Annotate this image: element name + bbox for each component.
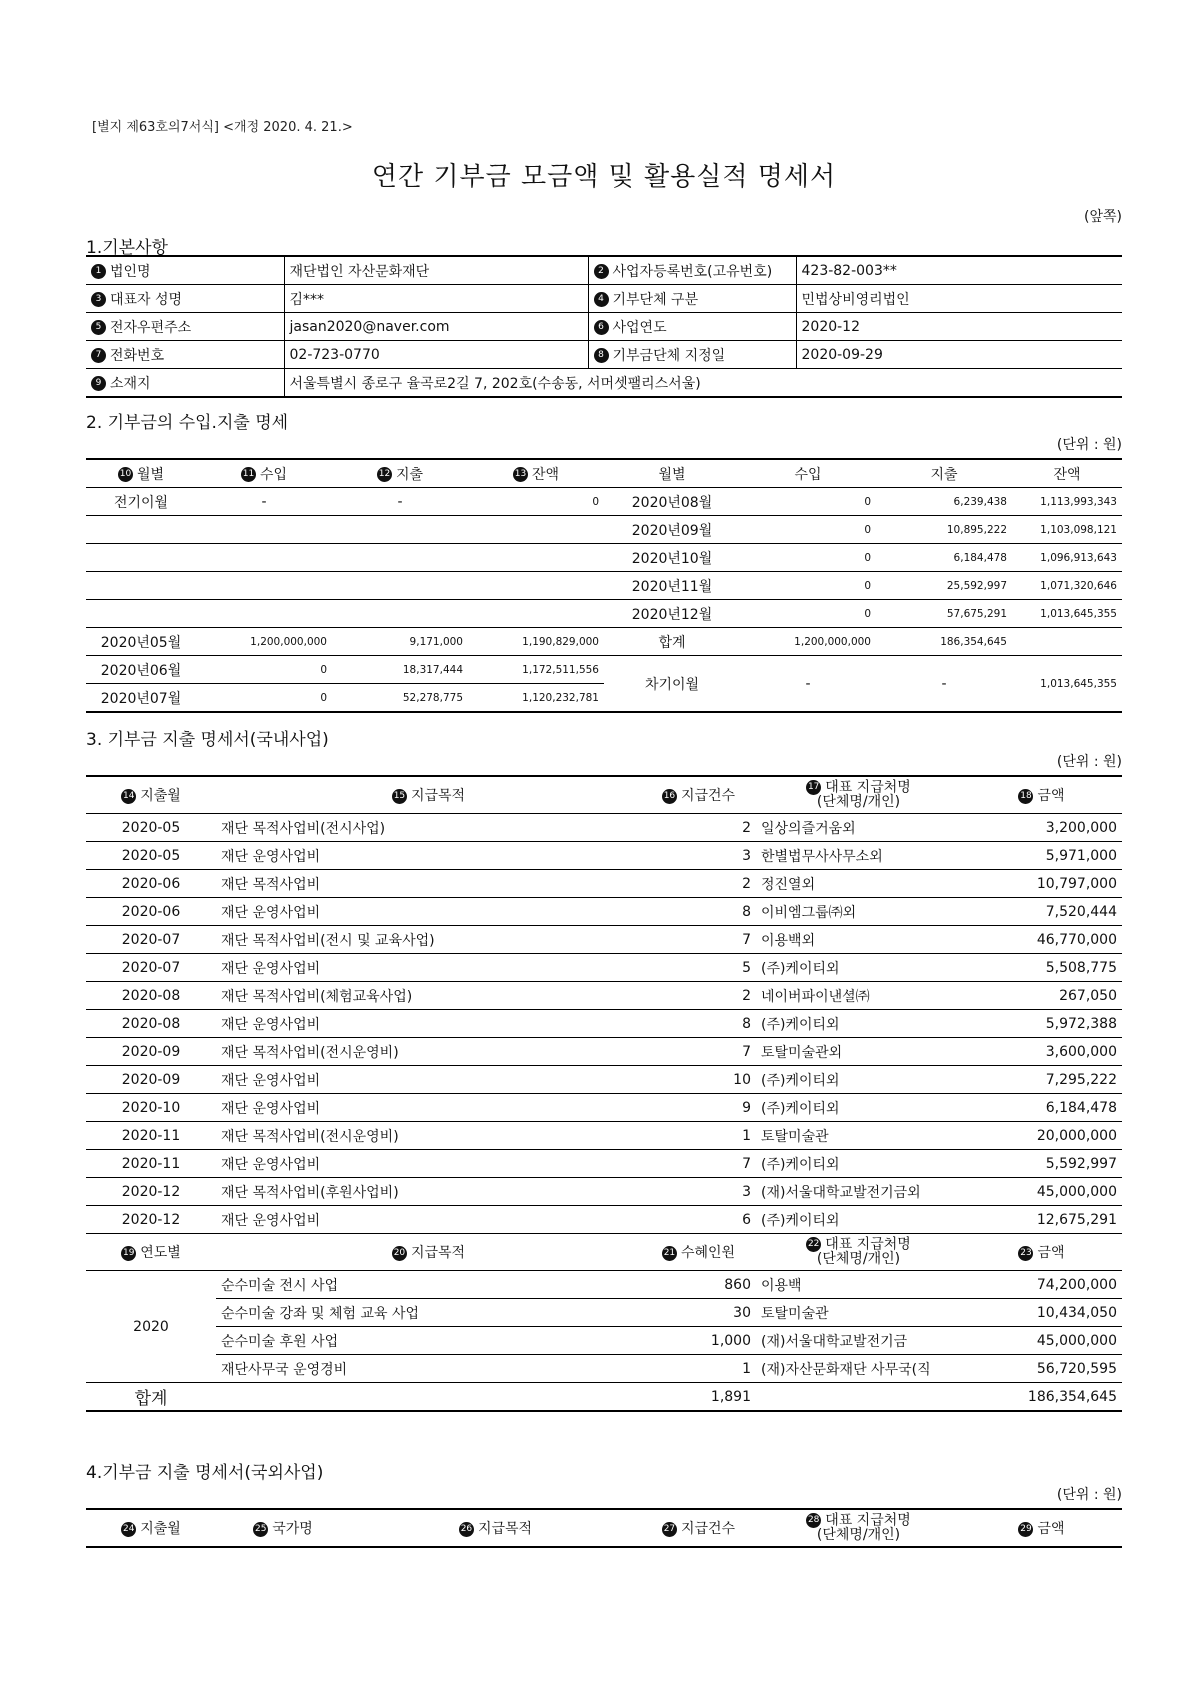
column-header: 22 대표 지급처명 (단체명/개인): [756, 1234, 961, 1271]
cell: 재단 운영사업비: [216, 1094, 641, 1122]
cell: 3: [641, 1178, 756, 1206]
table-row: [86, 341, 1122, 369]
cell: [332, 516, 468, 544]
number-marker-icon: 7: [91, 348, 106, 363]
cell: 이용백외: [756, 926, 961, 954]
number-marker-icon: 6: [594, 320, 609, 335]
cell: [332, 544, 468, 572]
cell: 재단 목적사업비(전시 및 교육사업): [216, 926, 641, 954]
cell: 한별법무사사무소외: [756, 842, 961, 870]
cell: 0: [196, 656, 332, 684]
cell: 1,071,320,646: [1012, 572, 1122, 600]
cell: 재단 목적사업비(전시사업): [216, 814, 641, 842]
table-row: [86, 488, 1122, 516]
cell: 2020-12: [86, 1178, 216, 1206]
table-row: [86, 898, 1122, 926]
cell: 6,184,478: [876, 544, 1012, 572]
column-header: 수입: [740, 459, 876, 488]
section-3-heading: 3. 기부금 지출 명세서(국내사업): [86, 730, 329, 750]
cell: 186,354,645: [961, 1383, 1122, 1412]
cell: (재)서울대학교발전기금: [756, 1327, 961, 1355]
cell: 재단 운영사업비: [216, 1150, 641, 1178]
table-row: [86, 1206, 1122, 1234]
table-row: [86, 1178, 1122, 1206]
cell: [468, 516, 604, 544]
column-header: 15 지급목적: [216, 776, 641, 814]
cell: 재단 목적사업비(전시운영비): [216, 1038, 641, 1066]
cell: 0: [740, 600, 876, 628]
cell: 25,592,997: [876, 572, 1012, 600]
number-marker-icon: 26: [459, 1522, 474, 1537]
field-value: 서울특별시 종로구 율곡로2길 7, 202호(수송동, 서머셋팰리스서울): [284, 369, 1122, 398]
number-marker-icon: 20: [392, 1246, 407, 1261]
cell: 5,508,775: [961, 954, 1122, 982]
cell: 1,103,098,121: [1012, 516, 1122, 544]
column-header: 21 수혜인원: [641, 1234, 756, 1271]
cell: 재단 운영사업비: [216, 1010, 641, 1038]
cell: 2020년11월: [604, 572, 740, 600]
cell: 45,000,000: [961, 1178, 1122, 1206]
cell: 재단 운영사업비: [216, 954, 641, 982]
column-header: 25 국가명: [216, 1509, 350, 1547]
cell: 재단 운영사업비: [216, 898, 641, 926]
cell: 재단 운영사업비: [216, 1066, 641, 1094]
carryover-label: 차기이월: [604, 656, 740, 713]
field-value: 김***: [284, 285, 588, 313]
cell: 860: [641, 1271, 756, 1299]
cell: -: [740, 656, 876, 713]
cell: 2020-07: [86, 954, 216, 982]
table-row: [86, 572, 1122, 600]
cell: 재단 목적사업비(후원사업비): [216, 1178, 641, 1206]
cell: 2020년06월: [86, 656, 196, 684]
cell: 5: [641, 954, 756, 982]
cell: 3,200,000: [961, 814, 1122, 842]
number-marker-icon: 16: [662, 789, 677, 804]
table-row: [86, 1066, 1122, 1094]
cell: 56,720,595: [961, 1355, 1122, 1383]
table-row: [86, 1299, 1122, 1327]
year-cell: 2020: [86, 1271, 216, 1383]
cell: (주)케이티외: [756, 1010, 961, 1038]
cell: [216, 1383, 641, 1412]
number-marker-icon: 12: [377, 467, 392, 482]
basic-info-table: [86, 255, 1122, 398]
cell: 2020-12: [86, 1206, 216, 1234]
column-header: 11 수입: [196, 459, 332, 488]
cell: 2020-07: [86, 926, 216, 954]
cell: 2020-09: [86, 1038, 216, 1066]
cell: (재)서울대학교발전기금외: [756, 1178, 961, 1206]
table-row: [86, 814, 1122, 842]
cell: (주)케이티외: [756, 954, 961, 982]
cell: 3,600,000: [961, 1038, 1122, 1066]
field-label: 3 대표자 성명: [86, 285, 284, 313]
cell: 이비엠그룹㈜외: [756, 898, 961, 926]
cell: 2020년09월: [604, 516, 740, 544]
table-header-row: [86, 1234, 1122, 1271]
number-marker-icon: 21: [662, 1246, 677, 1261]
cell: [468, 600, 604, 628]
number-marker-icon: 11: [241, 467, 256, 482]
cell: 2020-08: [86, 1010, 216, 1038]
cell: 2020년07월: [86, 684, 196, 713]
cell: [332, 600, 468, 628]
number-marker-icon: 3: [91, 292, 106, 307]
cell: 1: [641, 1122, 756, 1150]
field-label: 4 기부단체 구분: [588, 285, 796, 313]
cell: 1,891: [641, 1383, 756, 1412]
unit-label: (단위 : 원): [1056, 437, 1122, 453]
cell: -: [876, 656, 1012, 713]
field-value: 423-82-003**: [796, 256, 1122, 285]
cell: 3: [641, 842, 756, 870]
cell: 재단 운영사업비: [216, 842, 641, 870]
cell: [196, 572, 332, 600]
section-1-heading: 1.기본사항: [86, 238, 168, 258]
column-header: 18 금액: [961, 776, 1122, 814]
cell: (주)케이티외: [756, 1150, 961, 1178]
table-row: [86, 1355, 1122, 1383]
total-label: 합계: [86, 1383, 216, 1412]
column-header: 26 지급목적: [350, 1509, 641, 1547]
cell: 0: [196, 684, 332, 713]
number-marker-icon: 24: [121, 1522, 136, 1537]
cell: (주)케이티외: [756, 1066, 961, 1094]
cell: 2020-10: [86, 1094, 216, 1122]
cell: 2: [641, 814, 756, 842]
field-value: 2020-09-29: [796, 341, 1122, 369]
cell: 74,200,000: [961, 1271, 1122, 1299]
table-row: [86, 1327, 1122, 1355]
cell: 20,000,000: [961, 1122, 1122, 1150]
cell: 1,113,993,343: [1012, 488, 1122, 516]
table-row: [86, 926, 1122, 954]
table-row: [86, 1271, 1122, 1299]
cell: 9,171,000: [332, 628, 468, 656]
column-header: 13 잔액: [468, 459, 604, 488]
domestic-expense-table: [86, 775, 1122, 1412]
cell: 6: [641, 1206, 756, 1234]
cell: 7: [641, 1038, 756, 1066]
table-row: [86, 516, 1122, 544]
cell: (주)케이티외: [756, 1206, 961, 1234]
cell: 1,120,232,781: [468, 684, 604, 713]
table-row: [86, 982, 1122, 1010]
cell: 0: [468, 488, 604, 516]
field-label: 6 사업연도: [588, 313, 796, 341]
column-header: 23 금액: [961, 1234, 1122, 1271]
cell: 네이버파이낸셜㈜: [756, 982, 961, 1010]
cell: 7: [641, 926, 756, 954]
cell: 186,354,645: [876, 628, 1012, 656]
table-header-row: [86, 1509, 1122, 1547]
cell: [468, 544, 604, 572]
field-label: 1 법인명: [86, 256, 284, 285]
column-header: 14 지출월: [86, 776, 216, 814]
cell: 5,972,388: [961, 1010, 1122, 1038]
cell: 순수미술 전시 사업: [216, 1271, 641, 1299]
cell: 1: [641, 1355, 756, 1383]
field-label: 7 전화번호: [86, 341, 284, 369]
cell: 2020-11: [86, 1122, 216, 1150]
cell: 7,520,444: [961, 898, 1122, 926]
cell: 0: [740, 488, 876, 516]
page-title: 연간 기부금 모금액 및 활용실적 명세서: [371, 162, 837, 192]
table-row: [86, 1038, 1122, 1066]
cell: 2020-06: [86, 870, 216, 898]
cell: 8: [641, 1010, 756, 1038]
number-marker-icon: 19: [121, 1246, 136, 1261]
number-marker-icon: 28: [806, 1513, 821, 1528]
cell: 재단사무국 운영경비: [216, 1355, 641, 1383]
field-value: 민법상비영리법인: [796, 285, 1122, 313]
table-row: [86, 600, 1122, 628]
cell: 2: [641, 870, 756, 898]
cell: 10,895,222: [876, 516, 1012, 544]
cell: 1,172,511,556: [468, 656, 604, 684]
cell: 7: [641, 1150, 756, 1178]
cell: 6,239,438: [876, 488, 1012, 516]
table-row: [86, 954, 1122, 982]
table-row: [86, 1150, 1122, 1178]
cell: 토탈미술관: [756, 1122, 961, 1150]
column-header: 17 대표 지급처명 (단체명/개인): [756, 776, 961, 814]
cell: 10: [641, 1066, 756, 1094]
cell: 10,797,000: [961, 870, 1122, 898]
cell: 10,434,050: [961, 1299, 1122, 1327]
cell: 7,295,222: [961, 1066, 1122, 1094]
cell: 2: [641, 982, 756, 1010]
cell: 전기이월: [86, 488, 196, 516]
cell: [332, 572, 468, 600]
cell: 30: [641, 1299, 756, 1327]
cell: [86, 516, 196, 544]
cell: 순수미술 강좌 및 체험 교육 사업: [216, 1299, 641, 1327]
cell: 2020년08월: [604, 488, 740, 516]
column-header: 29 금액: [961, 1509, 1122, 1547]
cell: [196, 516, 332, 544]
cell: 0: [740, 544, 876, 572]
table-row: [86, 656, 1122, 684]
column-header: 12 지출: [332, 459, 468, 488]
table-row: [86, 313, 1122, 341]
field-value: jasan2020@naver.com: [284, 313, 588, 341]
cell: 5,971,000: [961, 842, 1122, 870]
cell: 52,278,775: [332, 684, 468, 713]
cell: 1,000: [641, 1327, 756, 1355]
cell: 57,675,291: [876, 600, 1012, 628]
side-note: (앞쪽): [1084, 209, 1122, 225]
cell: 5,592,997: [961, 1150, 1122, 1178]
number-marker-icon: 15: [392, 789, 407, 804]
cell: 정진열외: [756, 870, 961, 898]
table-row: [86, 628, 1122, 656]
table-row: [86, 256, 1122, 285]
cell: 1,200,000,000: [196, 628, 332, 656]
column-header: 20 지급목적: [216, 1234, 641, 1271]
cell: 46,770,000: [961, 926, 1122, 954]
cell: [468, 572, 604, 600]
cell: 6,184,478: [961, 1094, 1122, 1122]
table-row: [86, 870, 1122, 898]
cell: -: [332, 488, 468, 516]
column-header: 지출: [876, 459, 1012, 488]
cell: [86, 600, 196, 628]
table-row: [86, 1094, 1122, 1122]
total-row: [86, 1383, 1122, 1412]
cell: [86, 544, 196, 572]
unit-label: (단위 : 원): [1056, 754, 1122, 770]
column-header: 잔액: [1012, 459, 1122, 488]
section-4-heading: 4.기부금 지출 명세서(국외사업): [86, 1463, 324, 1483]
number-marker-icon: 25: [253, 1522, 268, 1537]
cell: 18,317,444: [332, 656, 468, 684]
cell: 이용백: [756, 1271, 961, 1299]
section-2-heading: 2. 기부금의 수입.지출 명세: [86, 413, 289, 433]
cell: 45,000,000: [961, 1327, 1122, 1355]
table-header-row: [86, 776, 1122, 814]
table-header-row: [86, 459, 1122, 488]
cell: 1,200,000,000: [740, 628, 876, 656]
cell: [86, 572, 196, 600]
field-value: 2020-12: [796, 313, 1122, 341]
cell: 0: [740, 572, 876, 600]
table-row: [86, 285, 1122, 313]
column-header: 28 대표 지급처명 (단체명/개인): [756, 1509, 961, 1547]
cell: [196, 544, 332, 572]
cell: (재)자산문화재단 사무국(직: [756, 1355, 961, 1383]
cell: 2020-05: [86, 842, 216, 870]
income-expense-table: [86, 458, 1122, 713]
cell: 12,675,291: [961, 1206, 1122, 1234]
table-row: [86, 544, 1122, 572]
number-marker-icon: 10: [118, 467, 133, 482]
cell: 8: [641, 898, 756, 926]
table-row: [86, 369, 1122, 398]
cell: 재단 목적사업비: [216, 870, 641, 898]
number-marker-icon: 9: [91, 376, 106, 391]
table-row: [86, 1122, 1122, 1150]
cell: 9: [641, 1094, 756, 1122]
cell: [1012, 628, 1122, 656]
number-marker-icon: 4: [594, 292, 609, 307]
cell: 순수미술 후원 사업: [216, 1327, 641, 1355]
unit-label: (단위 : 원): [1056, 1487, 1122, 1503]
cell: 토탈미술관: [756, 1299, 961, 1327]
overseas-expense-table: [86, 1508, 1122, 1548]
field-label: 5 전자우편주소: [86, 313, 284, 341]
cell: 재단 목적사업비(전시운영비): [216, 1122, 641, 1150]
number-marker-icon: 22: [806, 1237, 821, 1252]
cell: 2020-09: [86, 1066, 216, 1094]
column-header: 16 지급건수: [641, 776, 756, 814]
cell: 1,013,645,355: [1012, 656, 1122, 713]
cell: [756, 1383, 961, 1412]
cell: 267,050: [961, 982, 1122, 1010]
cell: 1,190,829,000: [468, 628, 604, 656]
number-marker-icon: 1: [91, 264, 106, 279]
cell: 2020-08: [86, 982, 216, 1010]
cell: [196, 600, 332, 628]
number-marker-icon: 27: [662, 1522, 677, 1537]
field-label: 9 소재지: [86, 369, 284, 398]
total-label: 합계: [604, 628, 740, 656]
column-header: 27 지급건수: [641, 1509, 756, 1547]
cell: 2020-11: [86, 1150, 216, 1178]
cell: 재단 목적사업비(체험교육사업): [216, 982, 641, 1010]
cell: 2020-05: [86, 814, 216, 842]
field-label: 2 사업자등록번호(고유번호): [588, 256, 796, 285]
number-marker-icon: 2: [594, 264, 609, 279]
cell: 2020년12월: [604, 600, 740, 628]
number-marker-icon: 8: [594, 348, 609, 363]
cell: 일상의즐거움외: [756, 814, 961, 842]
number-marker-icon: 14: [121, 789, 136, 804]
column-header: 24 지출월: [86, 1509, 216, 1547]
column-header: 19 연도별: [86, 1234, 216, 1271]
number-marker-icon: 23: [1018, 1246, 1033, 1261]
field-label: 8 기부금단체 지정일: [588, 341, 796, 369]
cell: 토탈미술관외: [756, 1038, 961, 1066]
cell: 1,013,645,355: [1012, 600, 1122, 628]
number-marker-icon: 17: [806, 780, 821, 795]
number-marker-icon: 5: [91, 320, 106, 335]
field-value: 재단법인 자산문화재단: [284, 256, 588, 285]
number-marker-icon: 13: [513, 467, 528, 482]
cell: 2020년10월: [604, 544, 740, 572]
field-value: 02-723-0770: [284, 341, 588, 369]
cell: -: [196, 488, 332, 516]
number-marker-icon: 18: [1018, 789, 1033, 804]
cell: 0: [740, 516, 876, 544]
cell: (주)케이티외: [756, 1094, 961, 1122]
column-header: 10 월별: [86, 459, 196, 488]
column-header: 월별: [604, 459, 740, 488]
cell: 재단 운영사업비: [216, 1206, 641, 1234]
table-row: [86, 1010, 1122, 1038]
cell: 2020년05월: [86, 628, 196, 656]
form-number: [별지 제63호의7서식] <개정 2020. 4. 21.>: [92, 120, 353, 135]
cell: 1,096,913,643: [1012, 544, 1122, 572]
cell: 2020-06: [86, 898, 216, 926]
number-marker-icon: 29: [1018, 1522, 1033, 1537]
table-row: [86, 842, 1122, 870]
